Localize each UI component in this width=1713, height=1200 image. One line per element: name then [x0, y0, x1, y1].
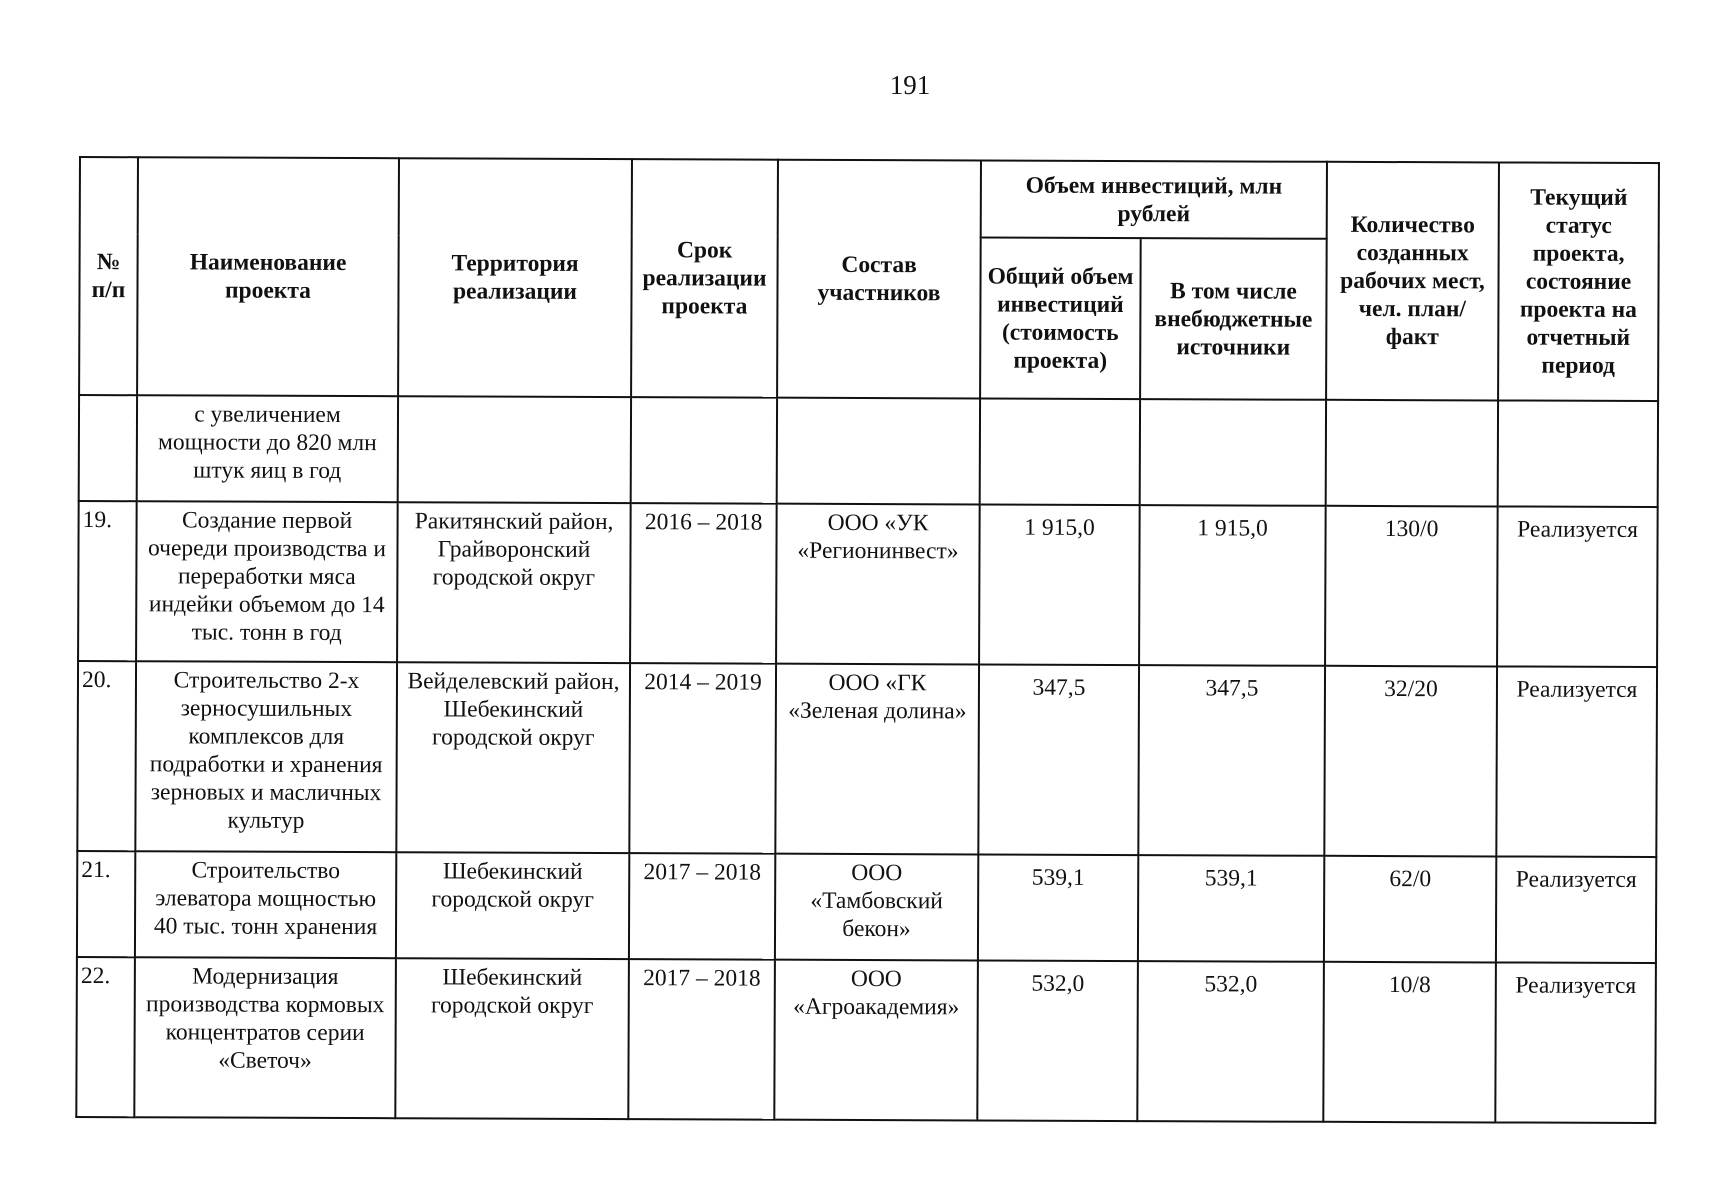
cell-extrabudgetary: 347,5: [1138, 665, 1325, 856]
cell-participants: ООО «Агроакадемия»: [774, 960, 978, 1121]
cell-territory: [398, 396, 631, 503]
cell-territory: Шебекинский городской округ: [395, 958, 629, 1119]
cell-territory: Ракитянский район, Грайворонский городской округ: [397, 502, 631, 663]
cell-number: 22.: [76, 957, 135, 1117]
table-row: [78, 501, 1658, 667]
investment-projects-table: [75, 156, 1660, 1124]
cell-total-investment: 539,1: [978, 854, 1138, 961]
cell-participants: ООО «Тамбовский бекон»: [775, 854, 978, 961]
cell-jobs: 32/20: [1324, 666, 1497, 857]
cell-total-investment: 532,0: [977, 960, 1138, 1121]
cell-jobs: [1326, 400, 1498, 507]
table-row: [77, 661, 1657, 857]
cell-extrabudgetary: 1 915,0: [1139, 505, 1326, 666]
cell-participants: ООО «ГК «Зеленая долина»: [775, 664, 979, 855]
cell-term: 2014 – 2019: [629, 663, 776, 854]
cell-jobs: 130/0: [1325, 506, 1498, 667]
cell-project-name: Модернизация производства кормовых концентратов серии «Светоч»: [134, 957, 396, 1118]
cell-extrabudgetary: 532,0: [1137, 961, 1324, 1122]
table-row: [77, 851, 1656, 963]
header-total-investment: Общий объем инвестиций (стоимость проекта): [980, 237, 1141, 399]
cell-extrabudgetary: 539,1: [1138, 855, 1324, 962]
header-participants: Состав участников: [777, 160, 981, 399]
cell-jobs: 62/0: [1324, 856, 1496, 963]
cell-status: Реализуется: [1497, 506, 1658, 667]
cell-participants: [777, 398, 980, 505]
cell-number: 21.: [77, 851, 135, 957]
cell-number: 19.: [78, 501, 137, 661]
cell-extrabudgetary: [1140, 399, 1326, 506]
cell-status: [1498, 400, 1658, 507]
cell-term: 2016 – 2018: [630, 503, 777, 664]
header-jobs: Количество созданных рабочих мест, чел. план/факт: [1326, 162, 1499, 401]
cell-jobs: 10/8: [1323, 962, 1496, 1123]
cell-number: 20.: [77, 661, 136, 851]
cell-project-name: Строительство элеватора мощностью 40 тыс. тонн хранения: [135, 851, 396, 958]
header-number: № п/п: [79, 157, 138, 395]
cell-total-investment: 1 915,0: [979, 504, 1140, 665]
page-number: 191: [889, 70, 931, 100]
cell-total-investment: 347,5: [978, 664, 1139, 855]
table-row-continuation: [79, 395, 1658, 507]
header-extrabudgetary: В том числе внебюджетные источники: [1140, 238, 1327, 400]
cell-project-name: с увеличением мощности до 820 млн штук яиц в год: [137, 395, 398, 502]
cell-territory: Вейделевский район, Шебекинский городской округ: [396, 662, 630, 853]
cell-term: 2017 – 2018: [628, 959, 775, 1120]
cell-project-name: Создание первой очереди производства и переработки мяса индейки объемом до 14 тыс. тонн в год: [136, 501, 398, 662]
header-term: Срок реализации проекта: [631, 159, 778, 398]
cell-status: Реализуется: [1496, 856, 1656, 963]
cell-term: [631, 397, 777, 504]
cell-total-investment: [980, 398, 1140, 505]
cell-number: [79, 395, 137, 501]
table-header: [79, 157, 1659, 401]
header-status: Текущий статус проекта, состояние проекта на отчетный период: [1498, 162, 1659, 401]
cell-project-name: Строительство 2-х зерносушильных комплексов для подработки и хранения зерновых и масличных культур: [135, 661, 397, 852]
table-row: [76, 957, 1656, 1123]
cell-territory: Шебекинский городской округ: [396, 852, 629, 959]
cell-status: Реализуется: [1496, 666, 1657, 857]
header-investment-volume: Объем инвестиций, млн рублей: [981, 160, 1327, 238]
cell-status: Реализуется: [1495, 962, 1656, 1123]
cell-term: 2017 – 2018: [629, 853, 775, 960]
header-project-name: Наименование проекта: [137, 157, 399, 396]
header-territory: Территория реализации: [398, 158, 632, 397]
cell-participants: ООО «УК «Регионинвест»: [776, 504, 980, 665]
